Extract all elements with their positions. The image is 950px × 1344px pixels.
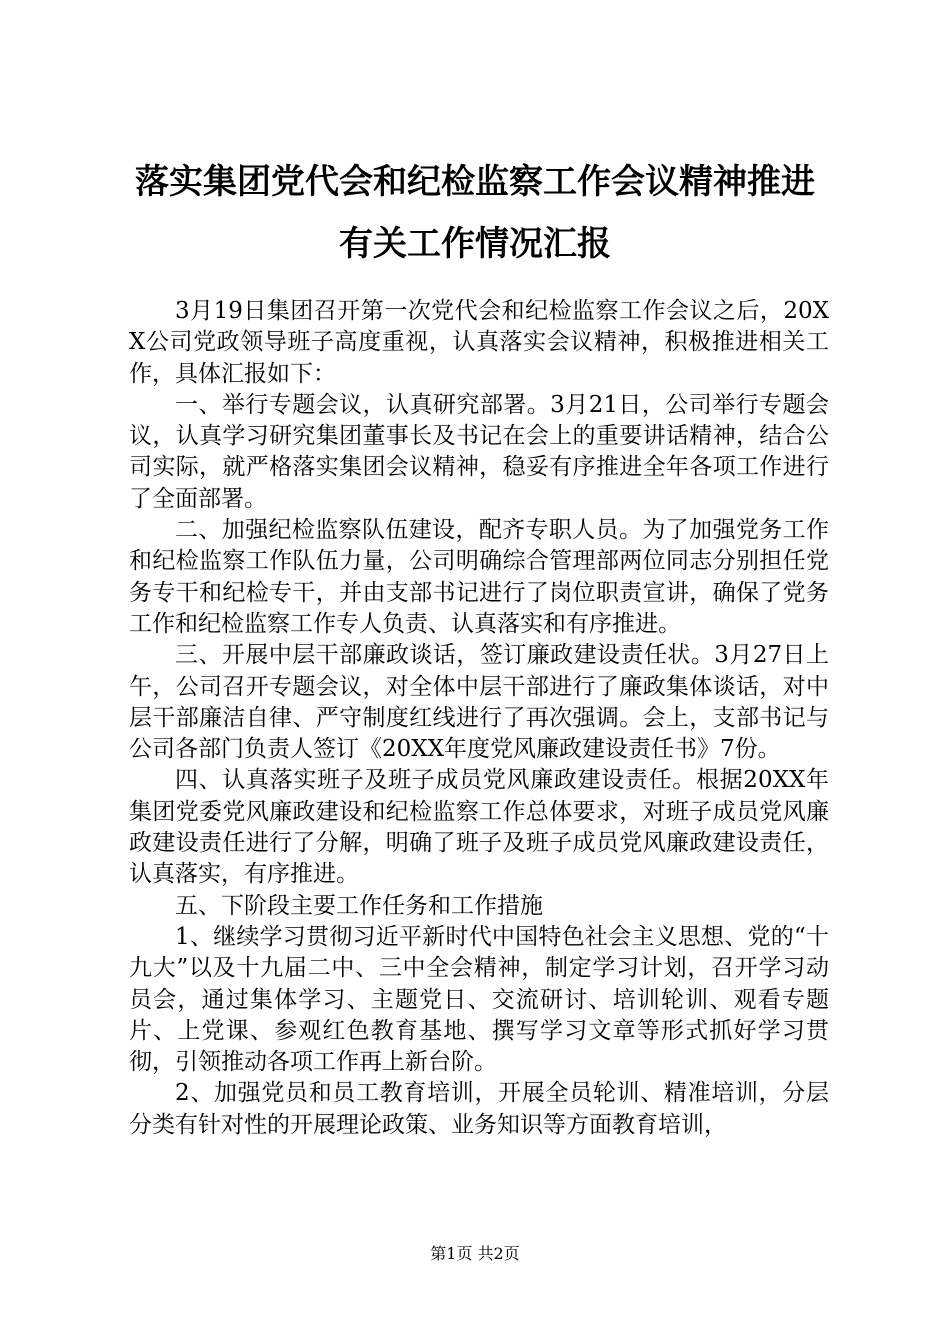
document-title-line-1: 落实集团党代会和纪检监察工作会议精神推进 — [135, 162, 815, 202]
paragraph-intro: 3月19日集团召开第一次党代会和纪检监察工作会议之后，20XX公司党政领导班子高度重视，认真落实会议精神，积极推进相关工作，具体汇报如下： — [129, 298, 829, 387]
paragraph-item-1: 1、继续学习贯彻习近平新时代中国特色社会主义思想、党的“十九大”以及十九届二中、三中全会精神，制定学习计划，召开学习动员会，通过集体学习、主题党日、交流研讨、培训轮训、观看专题片、上党课、参观红色教育基地、撰写学习文章等形式抓好学习贯彻，引领推动各项工作再上新台阶。 — [129, 923, 829, 1076]
paragraph-section-1: 一、举行专题会议，认真研究部署。3月21日，公司举行专题会议，认真学习研究集团董事长及书记在会上的重要讲话精神，结合公司实际，就严格落实集团会议精神，稳妥有序推进全年各项工作进行了全面部署。 — [129, 391, 829, 512]
paragraph-section-5-heading: 五、下阶段主要工作任务和工作措施 — [175, 892, 543, 919]
document-body — [129, 296, 829, 1141]
page-footer: 第1页 共2页 — [430, 1244, 520, 1263]
paragraph-section-4: 四、认真落实班子及班子成员党风廉政建设责任。根据20XX年集团党委党风廉政建设和纪检监察工作总体要求，对班子成员党风廉政建设责任进行了分解，明确了班子及班子成员党风廉政建设责任，认真落实，有序推进。 — [129, 767, 829, 888]
document-title-line-2: 有关工作情况汇报 — [339, 224, 611, 264]
paragraph-item-2: 2、加强党员和员工教育培训，开展全员轮训、精准培训，分层分类有针对性的开展理论政策、业务知识等方面教育培训， — [129, 1080, 829, 1138]
paragraph-section-3: 三、开展中层干部廉政谈话，签订廉政建设责任状。3月27日上午，公司召开专题会议，对全体中层干部进行了廉政集体谈话，对中层干部廉洁自律、严守制度红线进行了再次强调。会上，支部书记与公司各部门负责人签订《20XX年度党风廉政建设责任书》7份。 — [129, 642, 829, 763]
paragraph-section-2: 二、加强纪检监察队伍建设，配齐专职人员。为了加强党务工作和纪检监察工作队伍力量，公司明确综合管理部两位同志分别担任党务专干和纪检专干，并由支部书记进行了岗位职责宣讲，确保了党务工作和纪检监察工作专人负责、认真落实和有序推进。 — [129, 517, 829, 637]
